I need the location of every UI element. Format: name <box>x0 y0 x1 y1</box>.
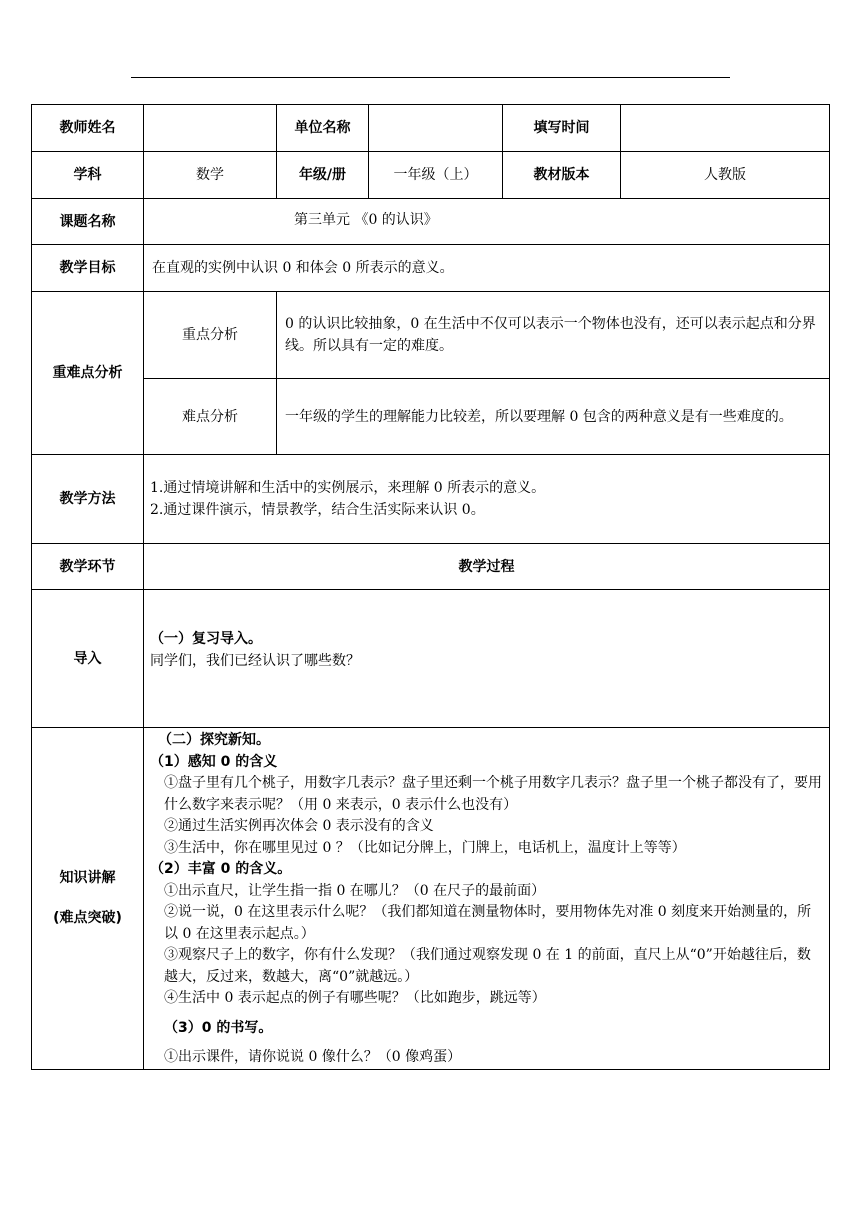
header-rule <box>131 77 730 78</box>
method-line-1: 1.通过情境讲解和生活中的实例展示，来理解 0 所表示的意义。 <box>150 480 546 496</box>
method-content <box>144 455 830 544</box>
intro-title: （一）复习导入。 <box>150 631 262 647</box>
section2-line-3: ③观察尺子上的数字，你有什么发现？（我们通过观察发现 0 在 1 的前面，直尺上从“0”开始越往后，数越大，反过来，数越大，离“0”就越远。） <box>164 947 811 985</box>
unit-name-field[interactable] <box>369 105 503 152</box>
section3-title: （3）0 的书写。 <box>164 1019 273 1036</box>
section2-line-4: ④生活中 0 表示起点的例子有哪些呢？（比如跑步，跳远等） <box>164 990 546 1006</box>
topic-label: 课题名称 <box>32 199 144 245</box>
topic-value: 第三单元 《0 的认识》 <box>144 199 830 245</box>
subject-value: 数学 <box>144 152 277 199</box>
intro-label: 导入 <box>32 590 144 728</box>
teacher-name-field[interactable] <box>144 105 277 152</box>
difficult-analysis-text: 一年级的学生的理解能力比较差，所以要理解 0 包含的两种意义是有一些难度的。 <box>277 379 830 455</box>
knowledge-label-cell <box>32 728 144 1070</box>
analysis-label: 重难点分析 <box>32 292 144 455</box>
section2-line-1: ①出示直尺，让学生指一指 0 在哪儿？（0 在尺子的最前面） <box>164 882 546 899</box>
edition-label: 教材版本 <box>503 152 621 199</box>
knowledge-label: 知识讲解 <box>59 870 116 887</box>
grade-value: 一年级（上） <box>369 152 503 199</box>
key-analysis-label: 重点分析 <box>144 292 277 379</box>
section1-line-3: ③生活中，你在哪里见过 0 ？（比如记分牌上，门牌上，电话机上，温度计上等等） <box>164 839 686 856</box>
section3-line-1: ①出示课件，请你说说 0 像什么？（0 像鸡蛋） <box>164 1049 462 1065</box>
teacher-name-label: 教师姓名 <box>32 105 144 152</box>
section2-title: （2）丰富 0 的含义。 <box>150 861 292 877</box>
section1-line-2: ②通过生活实例再次体会 0 表示没有的含义 <box>164 818 434 834</box>
step-label: 教学环节 <box>32 544 144 590</box>
difficult-analysis-label: 难点分析 <box>144 379 277 455</box>
method-line-2: 2.通过课件演示，情景教学，结合生活实际来认识 0。 <box>150 502 485 518</box>
section1-title: （1）感知 0 的含义 <box>150 753 278 770</box>
fill-time-field[interactable] <box>621 105 830 152</box>
intro-content <box>144 590 830 728</box>
fill-time-label: 填写时间 <box>503 105 621 152</box>
unit-name-label: 单位名称 <box>277 105 369 152</box>
intro-text: 同学们，我们已经认识了哪些数？ <box>150 653 360 669</box>
lesson-plan-table <box>31 104 830 1070</box>
method-label: 教学方法 <box>32 455 144 544</box>
knowledge-content <box>144 728 830 1070</box>
goal-label: 教学目标 <box>32 245 144 292</box>
goal-value: 在直观的实例中认识 0 和体会 0 所表示的意义。 <box>144 245 830 292</box>
section1-line-1: ①盘子里有几个桃子，用数字几表示？盘子里还剩一个桃子用数字几表示？盘子里一个桃子都没有了，要用什么数字来表示呢？（用 0 来表示，0 表示什么也没有） <box>164 775 822 813</box>
edition-value: 人教版 <box>621 152 830 199</box>
subject-label: 学科 <box>32 152 144 199</box>
process-label: 教学过程 <box>144 544 830 590</box>
knowledge-title: （二）探究新知。 <box>158 732 270 748</box>
grade-label: 年级/册 <box>277 152 369 199</box>
section2-line-2: ②说一说，0 在这里表示什么呢？（我们都知道在测量物体时，要用物体先对准 0 刻度来开始测量的，所以 0 在这里表示起点。） <box>164 904 812 942</box>
key-analysis-text: 0 的认识比较抽象，0 在生活中不仅可以表示一个物体也没有，还可以表示起点和分界线。所以具有一定的难度。 <box>277 292 830 379</box>
knowledge-sublabel: (难点突破) <box>53 910 122 927</box>
